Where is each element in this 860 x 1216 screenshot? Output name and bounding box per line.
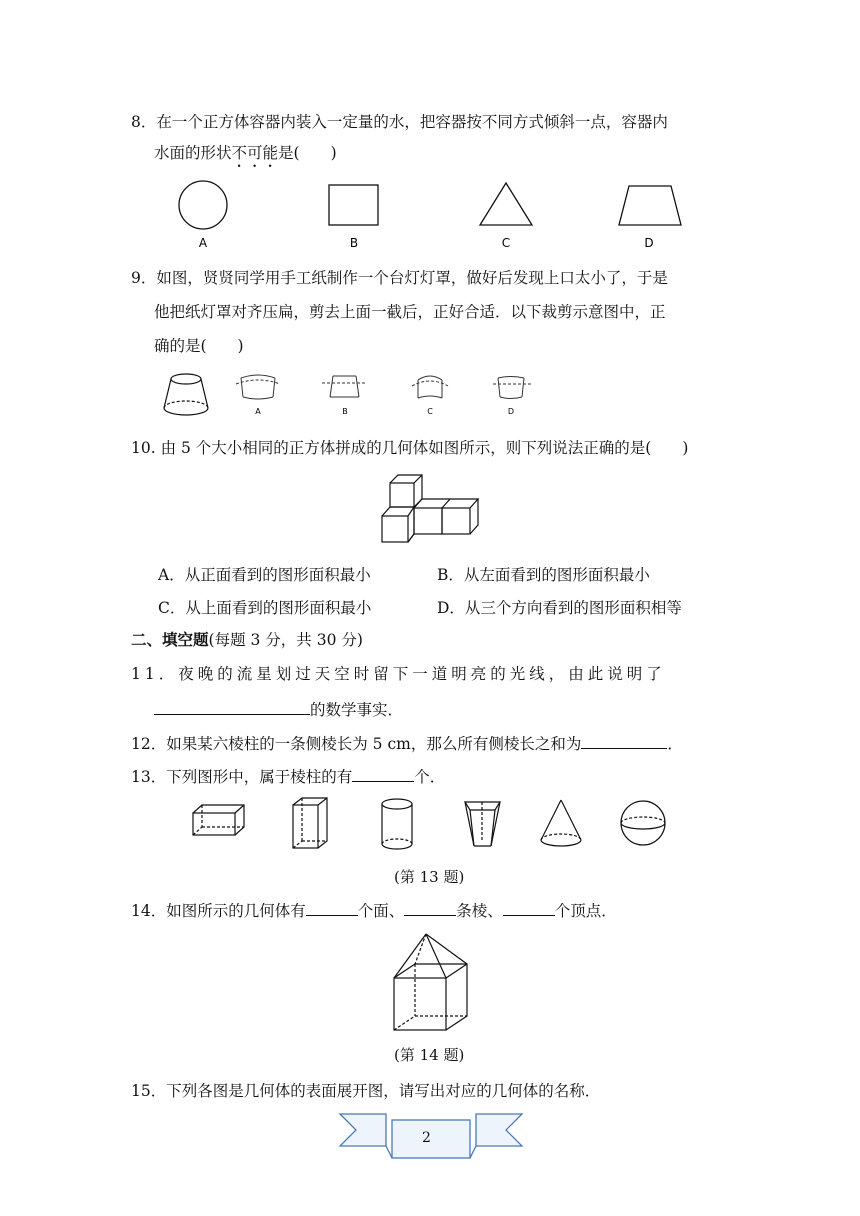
q14-edges-blank[interactable]: [404, 899, 456, 916]
q9-label-a: A: [255, 407, 261, 416]
q9-line-3: 确的是( ): [154, 337, 244, 355]
q8-shape-square: [329, 185, 378, 225]
page-number: 2: [422, 1130, 431, 1146]
q13-sphere: [621, 801, 665, 845]
q8-emphasis: 不可能: [231, 144, 279, 162]
q8-shape-triangle: [480, 183, 532, 225]
q14-pre: 14．如图所示的几何体有: [131, 902, 306, 920]
q13-answer-blank[interactable]: [352, 765, 414, 782]
q12-text: 12．如果某六棱柱的一条侧棱长为 5 cm，那么所有侧棱长之和为: [131, 735, 582, 753]
q10-option-b: B．从左面看到的图形面积最小: [437, 566, 650, 584]
q14-mid1: 个面、: [357, 902, 405, 920]
q8-line-2-post: 是( ): [278, 144, 337, 162]
q15-line-1: 15．下列各图是几何体的表面展开图，请写出对应的几何体的名称．: [131, 1082, 601, 1100]
section-2-note: (每题 3 分，共 30 分): [208, 631, 363, 649]
page-ribbon: [336, 1106, 526, 1162]
q8-label-d: D: [644, 236, 654, 250]
q9-label-c: C: [427, 407, 433, 416]
q9-label-b: B: [342, 407, 348, 416]
q13-pyramid-frustum: [465, 802, 500, 846]
q13-post: 个．: [414, 768, 446, 786]
q11-line-2: [154, 698, 403, 720]
q8-label-b: B: [349, 236, 359, 250]
q8-shape-circle: [179, 181, 227, 229]
q12-end: ．: [667, 735, 683, 753]
q9-line-2: 他把纸灯罩对齐压扁，剪去上面一截后，正好合适．以下裁剪示意图中，正: [154, 303, 666, 321]
q10-line-1: 10. 由 5 个大小相同的正方体拼成的几何体如图所示，则下列说法正确的是( ): [131, 439, 689, 457]
q14-post: 个顶点．: [554, 902, 617, 920]
q10-option-d: D．从三个方向看到的图形面积相等: [437, 599, 682, 617]
q14-mid2: 条棱、: [456, 902, 503, 920]
q10-option-a: A．从正面看到的图形面积最小: [158, 566, 371, 584]
q10-option-c: C．从上面看到的图形面积最小: [158, 599, 372, 617]
section-2-heading: [131, 630, 363, 650]
q9-option-c-shape: [412, 376, 448, 398]
q14-vertices-blank[interactable]: [503, 899, 555, 916]
q9-lampshade: [164, 374, 208, 415]
q8-shape-trapezoid: [619, 186, 681, 225]
q11-answer-blank[interactable]: [154, 698, 310, 715]
q13-cuboid: [193, 805, 244, 835]
q11-line-2-post: 的数学事实．: [310, 701, 404, 719]
q8-label-a: A: [198, 236, 208, 250]
q12-line-1: [131, 732, 683, 754]
q8-line-2-pre: 水面的形状: [154, 144, 232, 162]
q11-line-1: 11．夜晚的流星划过天空时留下一道明亮的光线，由此说明了: [131, 665, 666, 683]
q9-option-b-shape: [322, 376, 367, 397]
q9-figure: [0, 364, 860, 424]
section-2-title: 二、填空题: [131, 630, 209, 649]
q14-figure: [388, 930, 488, 1040]
q8-line-2: [154, 143, 337, 171]
q13-figure: [0, 796, 860, 856]
q13-cylinder: [382, 799, 412, 849]
q13-text: 13．下列图形中，属于棱柱的有: [131, 768, 353, 786]
q14-line-1: [131, 899, 617, 921]
q13-cone: [541, 800, 581, 846]
q9-option-d-shape: [493, 377, 531, 399]
q9-label-d: D: [507, 407, 515, 416]
q8-figure: [0, 176, 860, 256]
q13-caption: (第 13 题): [394, 868, 465, 886]
q14-caption: (第 14 题): [394, 1046, 465, 1064]
q13-tall-prism: [293, 798, 327, 848]
q8-line-1: 8．在一个正方体容器内装入一定量的水，把容器按不同方式倾斜一点，容器内: [131, 113, 668, 131]
q9-line-1: 9．如图，贤贤同学用手工纸制作一个台灯灯罩，做好后发现上口太小了，于是: [131, 269, 668, 287]
q14-faces-blank[interactable]: [306, 899, 358, 916]
q12-answer-blank[interactable]: [581, 732, 667, 749]
q13-line-1: [131, 765, 445, 787]
q9-option-a-shape: [236, 375, 280, 399]
q10-cubes-figure: [378, 468, 498, 548]
q8-label-c: C: [501, 236, 511, 250]
